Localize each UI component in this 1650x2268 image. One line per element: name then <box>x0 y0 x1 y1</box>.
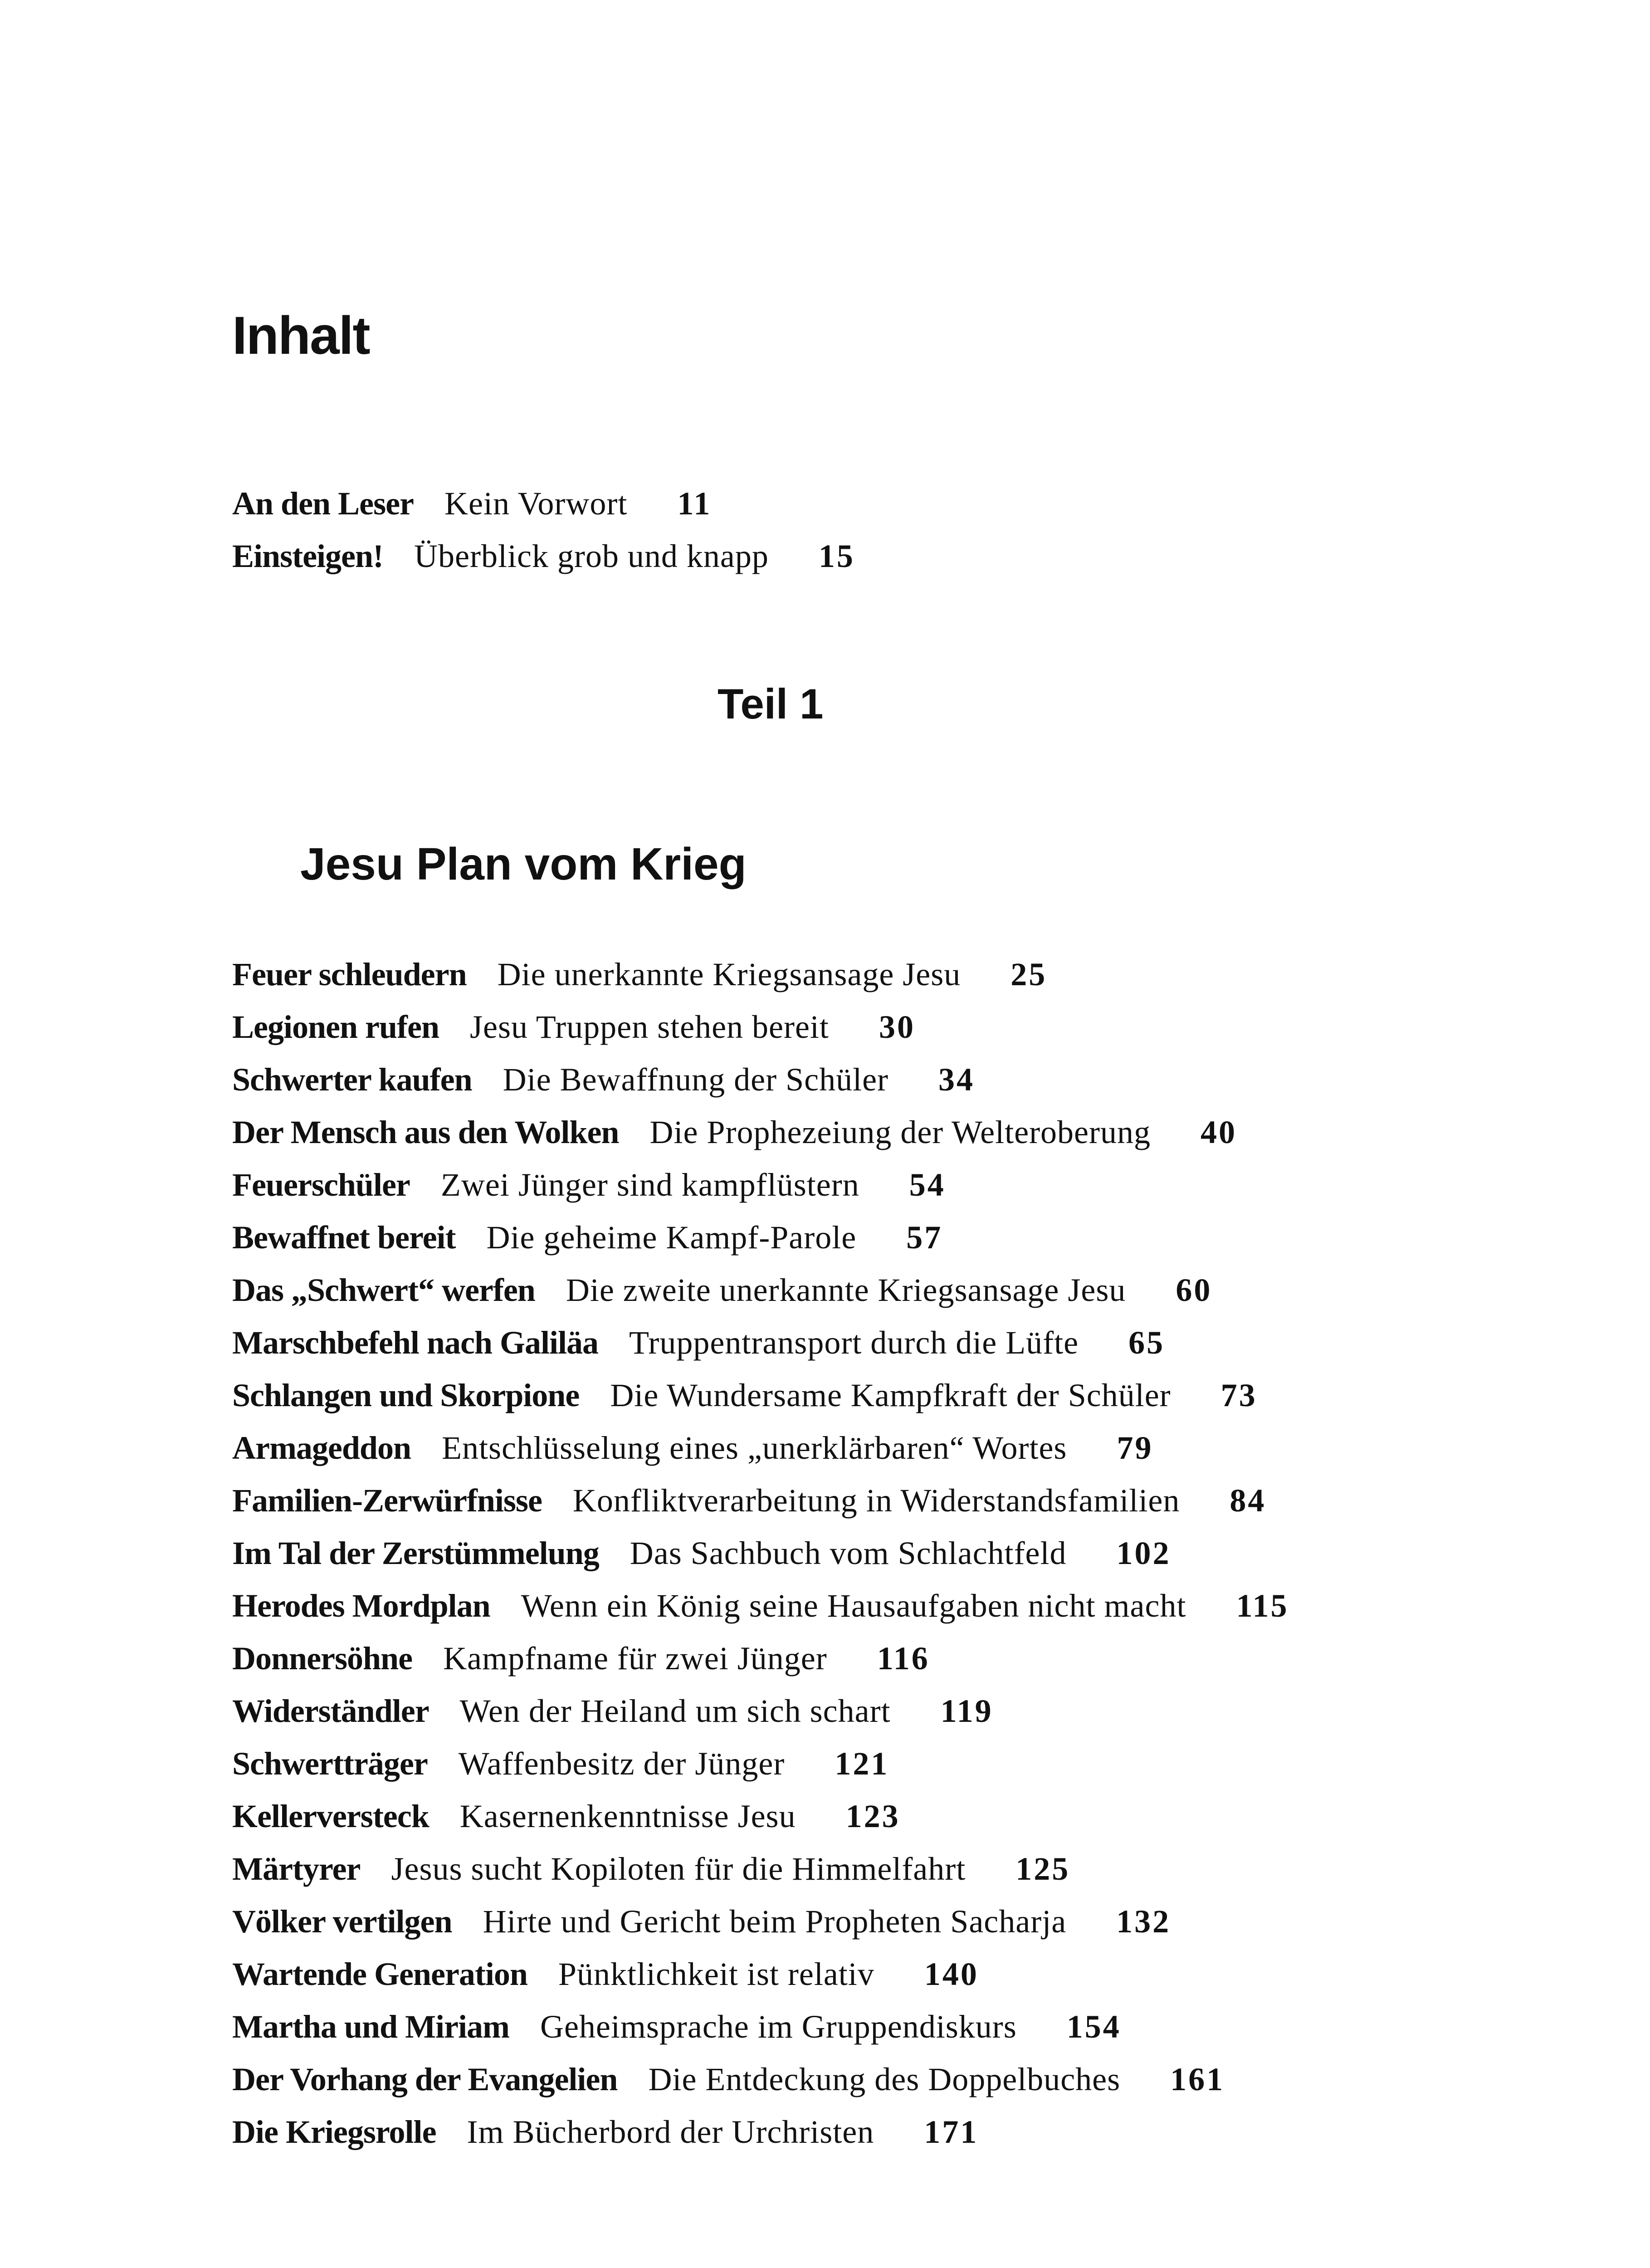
toc-entry <box>232 1422 1153 1474</box>
toc-entry-title: Kellerversteck <box>232 1798 429 1834</box>
toc-entry-subtitle: Zwei Jünger sind kampflüstern <box>440 1167 859 1203</box>
toc-entry <box>232 1685 993 1737</box>
toc-entry <box>232 2053 1225 2106</box>
toc-entry <box>232 1737 889 1790</box>
toc-entry <box>232 1843 1070 1895</box>
toc-entry-subtitle: Das Sachbuch vom Schlachtfeld <box>630 1535 1067 1571</box>
toc-entry-page: 65 <box>1128 1325 1165 1361</box>
toc-entry-subtitle: Geheimsprache im Gruppendiskurs <box>540 2009 1017 2045</box>
toc-entry-page: 30 <box>879 1009 915 1045</box>
toc-entry-subtitle: Überblick grob und knapp <box>414 538 769 574</box>
toc-entry <box>232 1790 900 1843</box>
toc-entry-title: Familien-Zerwürfnisse <box>232 1482 542 1519</box>
toc-entry-subtitle: Wen der Heiland um sich schart <box>459 1693 891 1729</box>
toc-entry-title: Schwertträger <box>232 1745 428 1782</box>
toc-entry-title: Martha und Miriam <box>232 2009 509 2045</box>
toc-entry-page: 79 <box>1117 1430 1153 1466</box>
toc-entry-subtitle: Die zweite unerkannte Kriegsansage Jesu <box>566 1272 1126 1308</box>
toc-entry-page: 102 <box>1116 1535 1171 1571</box>
toc-entry <box>232 477 712 530</box>
toc-entry <box>232 1211 942 1264</box>
toc-entry <box>232 1632 930 1685</box>
toc-entry-subtitle: Entschlüsselung eines „unerklärbaren“ Wortes <box>442 1430 1067 1466</box>
toc-entry <box>232 1053 975 1106</box>
toc-entry-page: 140 <box>924 1956 979 1992</box>
toc-entry-subtitle: Die Bewaffnung der Schüler <box>503 1061 889 1098</box>
toc-entry-page: 161 <box>1170 2061 1225 2097</box>
toc-entry-title: Feuer schleudern <box>232 956 467 992</box>
toc-entry-title: Widerständler <box>232 1693 429 1729</box>
part-heading: Jesu Plan vom Krieg <box>300 839 747 890</box>
toc-entry-page: 54 <box>909 1167 946 1203</box>
toc-entry-subtitle: Konfliktverarbeitung in Widerstandsfamilien <box>572 1482 1180 1519</box>
toc-entry-page: 116 <box>877 1640 930 1677</box>
toc-entry-page: 125 <box>1015 1851 1070 1887</box>
toc-entry-page: 11 <box>677 485 712 522</box>
toc-entry-page: 171 <box>924 2114 979 2150</box>
toc-entry-subtitle: Pünktlichkeit ist relativ <box>558 1956 874 1992</box>
toc-entry <box>232 1264 1212 1316</box>
toc-entry-subtitle: Im Bücherbord der Urchristen <box>467 2114 874 2150</box>
toc-entry <box>232 1001 915 1053</box>
toc-entry-page: 60 <box>1176 1272 1212 1308</box>
toc-entry-subtitle: Truppentransport durch die Lüfte <box>629 1325 1079 1361</box>
toc-entry-title: Feuerschüler <box>232 1167 410 1203</box>
toc-entry-title: Schwerter kaufen <box>232 1061 472 1098</box>
toc-entry-subtitle: Kampfname für zwei Jünger <box>443 1640 827 1677</box>
toc-entry-page: 25 <box>1011 956 1047 992</box>
toc-entry <box>232 1474 1266 1527</box>
toc-entry-subtitle: Die unerkannte Kriegsansage Jesu <box>497 956 961 992</box>
toc-entry-title: Das „Schwert“ werfen <box>232 1272 535 1308</box>
toc-entry-page: 15 <box>818 538 855 574</box>
toc-entry-title: Herodes Mordplan <box>232 1588 490 1624</box>
toc-entry-page: 84 <box>1230 1482 1266 1519</box>
toc-entry <box>232 2000 1121 2053</box>
toc-entry <box>232 1948 979 2000</box>
toc-entry-subtitle: Jesus sucht Kopiloten für die Himmelfahrt <box>391 1851 966 1887</box>
toc-entry-page: 154 <box>1066 2009 1121 2045</box>
toc-entry <box>232 1158 946 1211</box>
toc-entry-subtitle: Kein Vorwort <box>444 485 628 522</box>
toc-entry-title: An den Leser <box>232 485 414 522</box>
toc-entry-title: Armageddon <box>232 1430 411 1466</box>
toc-entry-page: 34 <box>938 1061 975 1098</box>
toc-entry-subtitle: Jesu Truppen stehen bereit <box>470 1009 829 1045</box>
toc-entry-subtitle: Die Wundersame Kampfkraft der Schüler <box>610 1377 1171 1413</box>
toc-entry-subtitle: Die Prophezeiung der Welteroberung <box>649 1114 1151 1150</box>
toc-entry-page: 73 <box>1220 1377 1257 1413</box>
toc-entry-subtitle: Kasernenkenntnisse Jesu <box>459 1798 796 1834</box>
page-title: Inhalt <box>232 306 370 366</box>
toc-entry-title: Der Vorhang der Evangelien <box>232 2061 618 2097</box>
toc-entry-page: 115 <box>1236 1588 1289 1624</box>
toc-entry <box>232 1895 1171 1948</box>
toc-entry-title: Marschbefehl nach Galiläa <box>232 1325 598 1361</box>
toc-entry-title: Die Kriegsrolle <box>232 2114 436 2150</box>
toc-entry <box>232 1527 1171 1579</box>
toc-entry-page: 40 <box>1200 1114 1237 1150</box>
toc-entry <box>232 1106 1237 1158</box>
toc-entry <box>232 1369 1257 1422</box>
toc-entry-title: Im Tal der Zerstümmelung <box>232 1535 599 1571</box>
part-label: Teil 1 <box>718 680 824 728</box>
toc-entry-subtitle: Die Entdeckung des Doppelbuches <box>648 2061 1121 2097</box>
toc-entry-page: 123 <box>845 1798 900 1834</box>
toc-entry-page: 121 <box>835 1745 889 1782</box>
toc-entry-title: Legionen rufen <box>232 1009 439 1045</box>
toc-entry-subtitle: Wenn ein König seine Hausaufgaben nicht macht <box>521 1588 1186 1624</box>
toc-entry-title: Schlangen und Skorpione <box>232 1377 580 1413</box>
toc-entry-page: 132 <box>1116 1903 1171 1940</box>
toc-entry-title: Wartende Generation <box>232 1956 527 1992</box>
toc-entry <box>232 1579 1289 1632</box>
toc-entry-title: Donnersöhne <box>232 1640 413 1677</box>
toc-entry-title: Bewaffnet bereit <box>232 1219 456 1256</box>
toc-entry-subtitle: Hirte und Gericht beim Propheten Sacharja <box>483 1903 1067 1940</box>
toc-entry-title: Völker vertilgen <box>232 1903 452 1940</box>
toc-entry <box>232 2106 978 2158</box>
toc-entry <box>232 530 855 582</box>
toc-entry-page: 57 <box>906 1219 943 1256</box>
toc-entry-subtitle: Die geheime Kampf-Parole <box>486 1219 857 1256</box>
toc-entry-page: 119 <box>940 1693 993 1729</box>
toc-entry-title: Der Mensch aus den Wolken <box>232 1114 619 1150</box>
toc-entry-title: Einsteigen! <box>232 538 384 574</box>
toc-entry-title: Märtyrer <box>232 1851 361 1887</box>
toc-entry-subtitle: Waffenbesitz der Jünger <box>458 1745 785 1782</box>
toc-entry <box>232 948 1047 1001</box>
toc-entry <box>232 1316 1165 1369</box>
